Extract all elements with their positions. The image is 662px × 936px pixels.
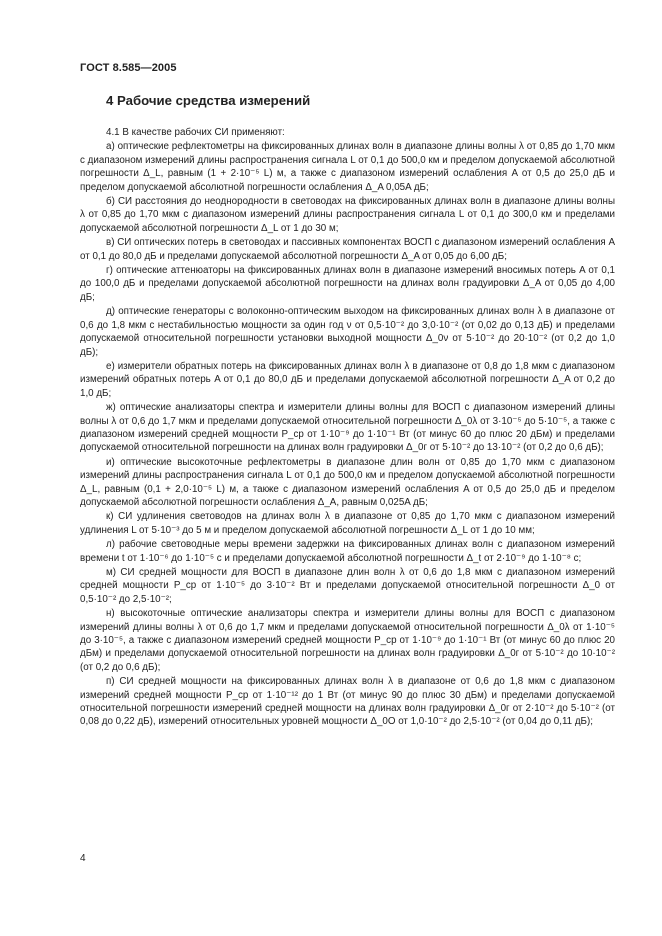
list-item-p: п) СИ средней мощности на фиксированных длинах волн λ в диапазоне от 0,6 до 1,8 мкм с диапазоном измерений средней мощности P_ср от 1·10⁻¹² до 1 Вт (от минус 90 до плюс 30 дБм) и пределами допускаемой относительной погрешности измерений средней мощности на длинах волн градуировки Δ_0г от 2·10⁻² до 5·10⁻² (от 0,08 до 0,22 дБ), измерений относительных уровней мощности Δ_0О от 1,0·10⁻² до 2,5·10⁻² (от 0,04 до 0,11 дБ); xyxy=(80,676,615,728)
list-item-m: м) СИ средней мощности для ВОСП в диапазоне длин волн λ от 0,6 до 1,8 мкм с диапазоном измерений средней мощности P_ср от 1·10⁻⁵ до 3·10⁻² Вт и пределами допускаемой относительной погрешности Δ_0 от 0,5·10⁻² до 2,5·10⁻²; xyxy=(80,567,615,605)
list-item-e: е) измерители обратных потерь на фиксированных длинах волн λ в диапазоне от 0,8 до 1,8 мкм с диапазоном измерений обратных потерь A от 0,1 до 80,0 дБ и пределами допускаемой абсолютной погрешности Δ_A от 0,2 до 1,0 дБ; xyxy=(80,360,615,399)
paragraph-4-1: 4.1 В качестве рабочих СИ применяют: xyxy=(106,127,285,138)
list-item-d: д) оптические генераторы с волоконно-оптическим выходом на фиксированных длинах волн λ в диапазоне от 0,6 до 1,8 мкм с нестабильностью мощности за один год ν от 0,5·10⁻² до 3,0·10⁻² (от 0,02 до 0,13 дБ) и пределами допускаемой относительной погрешности установки выходной мощности Δ_0ν от 5·10⁻² до 20·10⁻² (от 0,2 до 1,0 дБ); xyxy=(80,306,615,358)
list-item-n: н) высокоточные оптические анализаторы спектра и измерители длины волны для ВОСП с диапазоном измерений длины волны λ от 0,6 до 1,7 мкм и пределами допускаемой относительной погрешности Δ_0λ от 1·10⁻⁵ до 3·10⁻⁵, а также с диапазоном измерений средней мощности P_ср от 1·10⁻⁹ до 1·10⁻¹ Вт (от минус 60 до плюс 20 дБм) и пределами допускаемой относительной погрешности на длинах волн градуировки Δ_0г от 5·10⁻² до 10·10⁻² (от 0,2 до 0,6 дБ); xyxy=(80,608,615,673)
list-item-i: и) оптические высокоточные рефлектометры в диапазоне длин волн от 0,85 до 1,70 мкм с диапазоном измерений длины распространения сигнала L от 0,1 до 500,0 км и пределом допускаемой абсолютной погрешности Δ_L, равным (0,1 + 2,0·10⁻⁵ L) м, а также с диапазоном измерений ослабления A от 0,5 до 25,0 дБ и пределом допускаемой абсолютной погрешности ослабления Δ_A, равным 0,025A дБ; xyxy=(80,456,615,508)
document-body xyxy=(80,126,615,730)
list-item-zh: ж) оптические анализаторы спектра и измерители длины волны для ВОСП с диапазоном измерений длины волны λ от 0,6 до 1,7 мкм и пределами допускаемой относительной погрешности Δ_0λ от 3·10⁻⁵ до 5·10⁻⁵, а также с диапазоном измерений средней мощности P_ср от 1·10⁻⁹ до 1·10⁻¹ Вт (от минус 60 до плюс 20 дБм) и пределами допускаемой относительной погрешности на длинах волн градуировки Δ_0г от 5·10⁻² до 13·10⁻² (от 0,2 до 0,6 дБ); xyxy=(80,402,615,454)
list-item-l: л) рабочие световодные меры времени задержки на фиксированных длинах волн с диапазоном измерений времени t от 1·10⁻⁶ до 1·10⁻⁵ с и пределами допускаемой абсолютной погрешности Δ_t от 2·10⁻⁹ до 1·10⁻⁸ с; xyxy=(80,539,615,564)
list-item-v: в) СИ оптических потерь в световодах и пассивных компонентах ВОСП с диапазоном измерений ослабления A от 0,1 до 80,0 дБ и пределами допускаемой абсолютной погрешности Δ_A от 0,05 до 6,00 дБ; xyxy=(80,237,615,262)
list-item-b: б) СИ расстояния до неоднородности в световодах на фиксированных длинах волн в диапазоне длины волны λ от 0,85 до 1,70 мкм с диапазоном измерений длины распространения сигнала L от 0,1 до 300,0 км и пределами допускаемой абсолютной погрешности Δ_L от 1 до 30 м; xyxy=(80,196,615,234)
page-number: 4 xyxy=(80,853,86,864)
list-item-g: г) оптические аттенюаторы на фиксированных длинах волн в диапазоне измерений вносимых потерь A от 0,1 до 100,0 дБ и пределами допускаемой абсолютной погрешности на длинах волн градуировки Δ_A от 0,05 до 4,00 дБ; xyxy=(80,265,615,303)
section-title: 4 Рабочие средства измерений xyxy=(106,93,311,108)
list-item-a: а) оптические рефлектометры на фиксированных длинах волн в диапазоне длины волны λ от 0,85 до 1,70 мкм с диапазоном измерений длины распространения сигнала L от 0,1 до 500,0 км и пределом допускаемой абсолютной погрешности Δ_L, равным (1 + 2·10⁻⁵ L) м, а также с диапазоном измерений ослабления A от 0,5 до 25,0 дБ и пределом допускаемой абсолютной погрешности ослабления Δ_A 0,05A дБ; xyxy=(80,141,615,193)
standard-header: ГОСТ 8.585—2005 xyxy=(80,62,177,74)
list-item-k: к) СИ удлинения световодов на длинах волн λ в диапазоне от 0,85 до 1,70 мкм с диапазоном измерений удлинения L от 5·10⁻³ до 5 м и пределом допускаемой абсолютной погрешности Δ_L от 1 до 10 мм; xyxy=(80,511,615,536)
